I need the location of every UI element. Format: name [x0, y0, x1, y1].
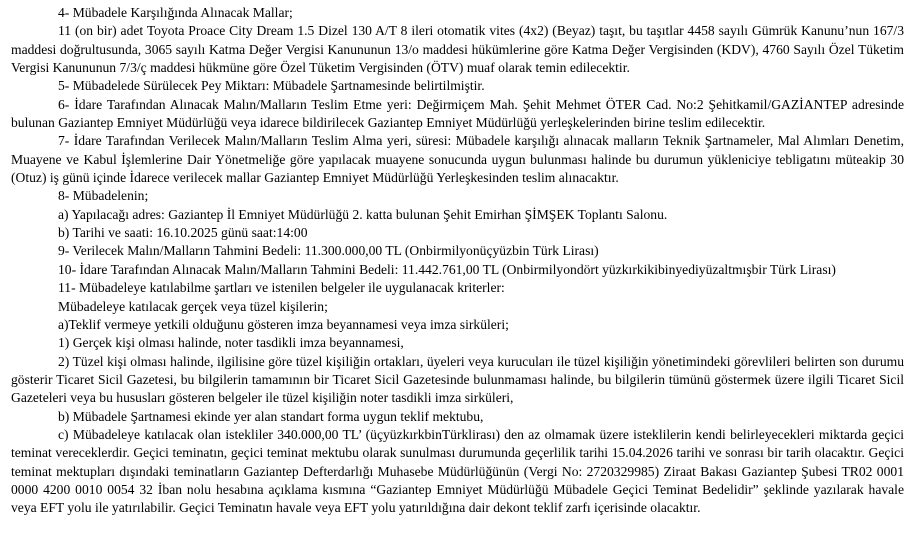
section-6-delivery-place: 6- İdare Tarafından Alınacak Malın/Malların Teslim Etme yeri: Değirmiçem Mah. Şehit Mehmet ÖTER Cad. No:2 Şehitkamil/GAZİANTEP adresinde bulunan Gaziantep Emniyet Müdürlüğü veya idarece bildirilecek Gaziantep Emniyet Müdürlüğü yerleşkelerinden birine teslim edilecektir.: [11, 96, 904, 131]
section-11-heading: 11- Mübadeleye katılabilme şartları ve istenilen belgeler ile uygulanacak kriterler:: [58, 280, 505, 296]
section-11-item-a: a)Teklif vermeye yetkili olduğunu gösteren imza beyannamesi veya imza sirküleri;: [58, 316, 509, 332]
section-4-goods-description: 11 (on bir) adet Toyota Proace City Dream 1.5 Dizel 130 A/T 8 ileri otomatik vites (4x2) (Beyaz) taşıt, bu taşıtlar 4458 sayılı Gümrük Kanunu’nun 167/3 maddesi doğrultusunda, 3065 sayılı Katma Değer Vergisi Kanununun 13/o maddesi hükümlerine göre Katma Değer Vergisinden (KDV), 4760 Sayılı Özel Tüketim Vergisi Kanununun 7/3/ç maddesi hükmüne göre Özel Tüketim Vergisinden (ÖTV) muaf olarak temin edilecektir.: [11, 23, 904, 76]
section-11-item-a2: 2) Tüzel kişi olması halinde, ilgilisine göre tüzel kişiliğin ortakları, üyeleri veya kurucuları ile tüzel kişiliğin yönetimindeki görevlileri belirten son durumu gösterir Ticaret Sicil Gazetesi, bu bilgilerin tamamının bir Ticaret Sicil Gazetesinde bulunmaması halinde, bu bilgilerin tümünü göstermek üzere ilgili Ticaret Sicil Gazeteleri veya bu hususları gösteren belgeler ile tüzel kişiliğin noter tasdikli imza sirküleri,: [11, 353, 904, 406]
section-10-received-goods-value: 10- İdare Tarafından Alınacak Malın/Malların Tahmini Bedeli: 11.442.761,00 TL (Onbirmilyondört yüzkırkikibinyediyüzaltmışbir Türk Lirası): [58, 261, 836, 277]
section-11-item-a1: 1) Gerçek kişi olması halinde, noter tasdikli imza beyannamesi,: [58, 335, 404, 351]
document-body: [11, 4, 904, 518]
section-11-item-b: b) Mübadele Şartnamesi ekinde yer alan standart forma uygun teklif mektubu,: [58, 408, 484, 424]
section-11-intro: Mübadeleye katılacak gerçek veya tüzel kişilerin;: [58, 298, 328, 314]
section-7-pickup-place: 7- İdare Tarafından Verilecek Malın/Malların Teslim Alma yeri, süresi: Mübadele karşılığı alınacak malların Teknik Şartnameler, Mal Alımları Denetim, Muayene ve Kabul İşlemlerine Dair Yönetmeliğe göre yapılacak muayene sonucunda uygun bulunması halinde bu durumun yükleniciye tebligatını müteakip 30 (Otuz) iş günü içinde İdarece verilecek mallar Gaziantep Emniyet Müdürlüğü Yerleşkesinden teslim alınacaktır.: [11, 133, 904, 186]
section-8-date-time: b) Tarihi ve saati: 16.10.2025 günü saat:14:00: [58, 225, 308, 241]
section-8-address: a) Yapılacağı adres: Gaziantep İl Emniyet Müdürlüğü 2. katta bulunan Şehit Emirhan ŞİMŞEK Toplantı Salonu.: [58, 206, 668, 222]
section-11-item-c: c) Mübadeleye katılacak olan istekliler 340.000,00 TL’ (üçyüzkırkbinTürklirası) den az olmamak üzere isteklilerin kendi belirleyecekleri miktarda geçici teminat vereceklerdir. Geçici teminatın, geçici teminat mektubu olarak sunulması durumunda geçerlilik tarihi 15.04.2026 tarihi ve sonrası bir tarih olacaktır. Geçici teminat mektupları dışındaki teminatların Gaziantep Defterdarlığı Muhasebe Müdürlüğünün (Vergi No: 2720329985) Ziraat Bakası Gaziantep Şubesi TR02 0001 0000 4200 0010 0054 32 İban nolu hesabına açıklama kısmına “Gaziantep Emniyet Müdürlüğü Mübadele Geçici Teminat Bedelidir” şeklinde yazılarak havale veya EFT yolu ile yatırılabilir. Geçici Teminatın havale veya EFT yolu yatırıldığına dair dekont teklif zarfı içerisinde olacaktır.: [11, 426, 904, 516]
section-8-heading: 8- Mübadelenin;: [58, 188, 149, 204]
section-5-bid-amount: 5- Mübadelede Sürülecek Pey Miktarı: Mübadele Şartnamesinde belirtilmiştir.: [58, 78, 485, 94]
section-9-given-goods-value: 9- Verilecek Malın/Malların Tahmini Bedeli: 11.300.000,00 TL (Onbirmilyonüçyüzbin Türk Lirası): [58, 243, 599, 259]
section-4-heading: 4- Mübadele Karşılığında Alınacak Mallar;: [58, 5, 293, 20]
